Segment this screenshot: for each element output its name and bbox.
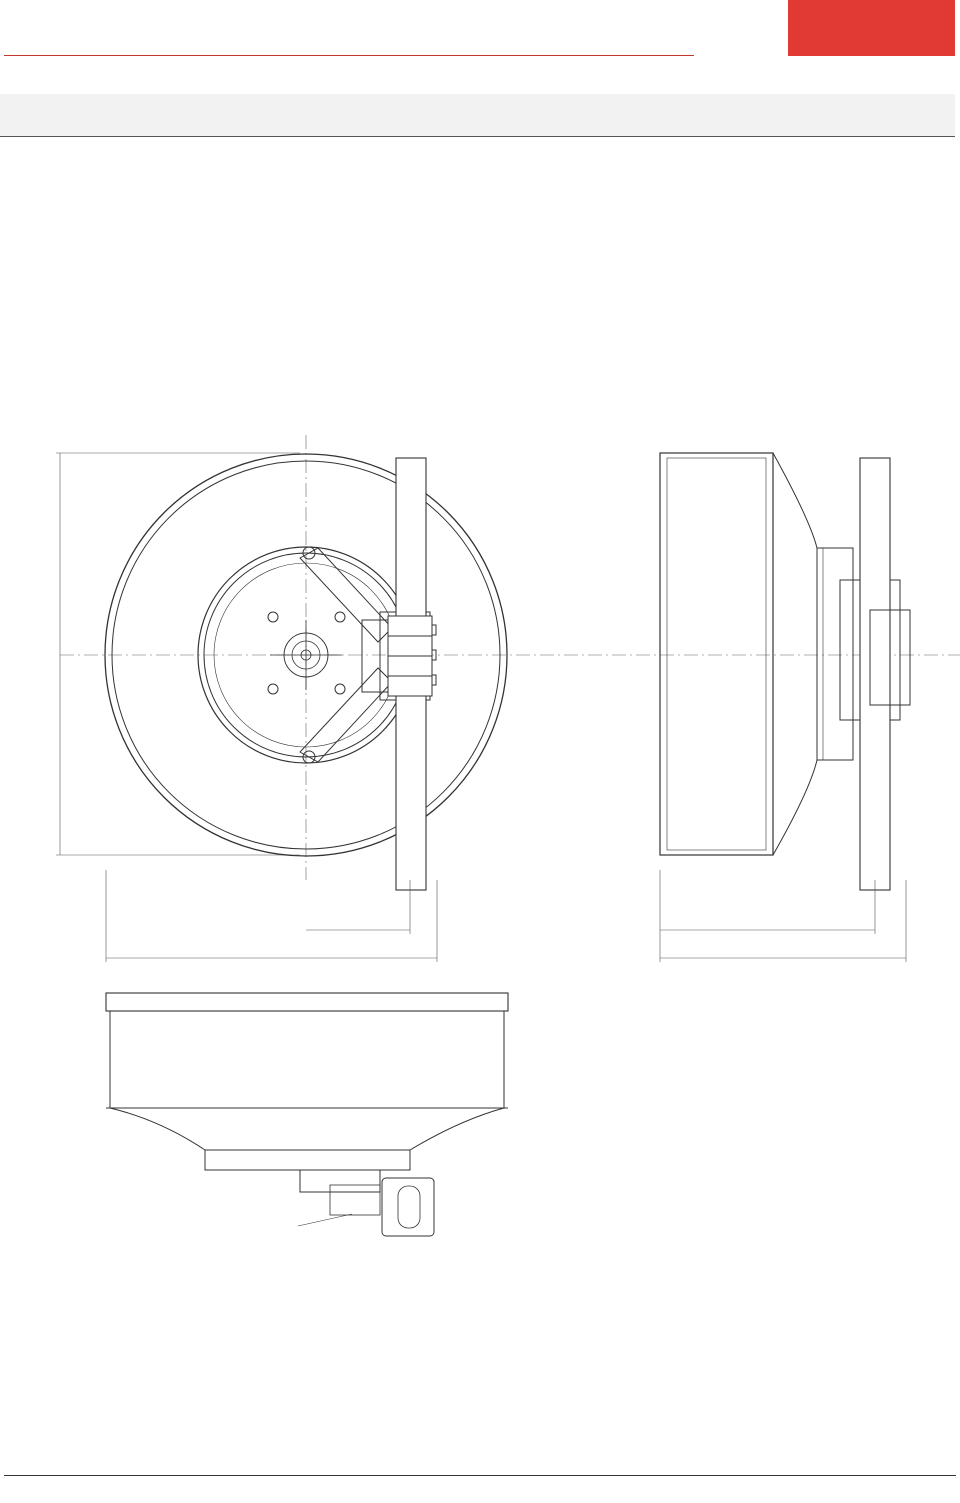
spec-table (74, 220, 380, 402)
top-view (106, 993, 508, 1236)
spec-row (74, 311, 380, 341)
side-view (660, 453, 910, 890)
spec-label (74, 372, 380, 402)
technical-drawing (0, 420, 960, 1260)
footer-rule (4, 1475, 956, 1476)
dimension-lines (106, 870, 906, 962)
spec-row (74, 372, 380, 402)
spec-label (74, 342, 380, 372)
spec-label (74, 281, 380, 311)
front-view (56, 435, 960, 890)
spec-row (74, 342, 380, 372)
header-rule (4, 55, 694, 56)
spec-label (74, 311, 380, 341)
spec-row (74, 281, 380, 311)
spec-label (74, 250, 380, 280)
section-header (0, 94, 955, 137)
spec-row (74, 220, 380, 250)
alcoma-logo (788, 0, 955, 56)
spec-row (74, 250, 380, 280)
spec-label (74, 220, 380, 250)
